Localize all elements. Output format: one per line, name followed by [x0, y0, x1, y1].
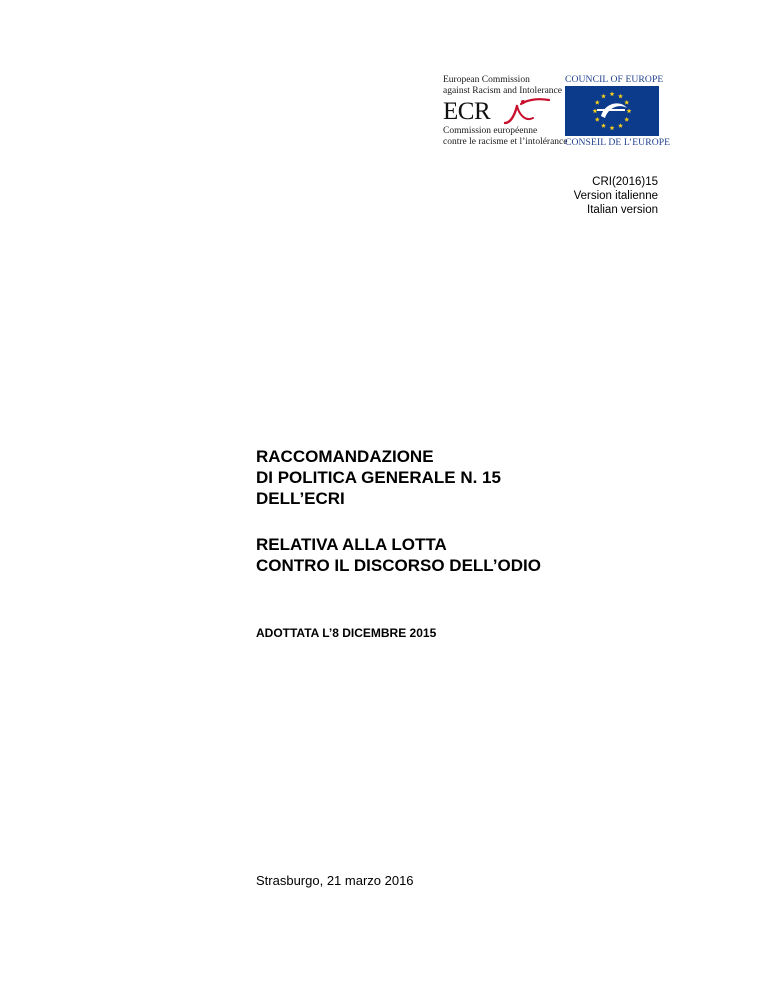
- council-of-europe-logo: [565, 74, 671, 149]
- ecri-name-fr-line2: contre le racisme et l’intolérance: [443, 136, 568, 147]
- version-en: Italian version: [587, 204, 658, 216]
- adoption-date: ADOTTATA L’8 DICEMBRE 2015: [256, 626, 437, 640]
- coe-star-icon: [601, 94, 606, 99]
- coe-star-icon: [624, 100, 629, 105]
- ecri-name-en: [443, 75, 562, 96]
- ecri-i-swoosh-icon: [503, 96, 551, 126]
- ecri-wordmark: [443, 100, 555, 124]
- coe-name-fr: CONSEIL DE L’EUROPE: [565, 137, 671, 148]
- ecri-logo: [443, 75, 568, 147]
- document-title: [256, 446, 501, 509]
- title-line-3: DELL’ECRI: [256, 489, 345, 508]
- coe-star-icon: [618, 123, 623, 128]
- document-code: CRI(2016)15: [592, 176, 658, 188]
- coe-star-icon: [595, 117, 600, 122]
- document-reference: [574, 175, 658, 217]
- ecri-name-en-line2: against Racism and Intolerance: [443, 85, 562, 96]
- document-subtitle: [256, 534, 541, 576]
- place-and-date: Strasburgo, 21 marzo 2016: [256, 873, 414, 888]
- subtitle-line-2: CONTRO IL DISCORSO DELL’ODIO: [256, 556, 541, 575]
- coe-star-icon: [624, 117, 629, 122]
- coe-star-icon: [610, 125, 615, 130]
- coe-stars-icon: [565, 86, 659, 136]
- coe-star-icon: [601, 123, 606, 128]
- coe-star-icon: [595, 100, 600, 105]
- ecri-wordmark-text: ECR: [443, 98, 491, 125]
- subtitle-line-1: RELATIVA ALLA LOTTA: [256, 535, 447, 554]
- coe-star-icon: [610, 91, 615, 96]
- ecri-name-fr: [443, 126, 568, 147]
- version-fr: Version italienne: [573, 190, 658, 202]
- title-line-2: DI POLITICA GENERALE N. 15: [256, 468, 501, 487]
- title-line-1: RACCOMANDAZIONE: [256, 447, 434, 466]
- coe-star-icon: [627, 108, 632, 113]
- ecri-name-en-line1: European Commission: [443, 75, 530, 85]
- ecri-name-fr-line1: Commission européenne: [443, 126, 538, 136]
- coe-emblem: [565, 86, 659, 136]
- coe-star-icon: [618, 94, 623, 99]
- coe-name-en: COUNCIL OF EUROPE: [565, 74, 664, 85]
- coe-star-icon: [593, 108, 598, 113]
